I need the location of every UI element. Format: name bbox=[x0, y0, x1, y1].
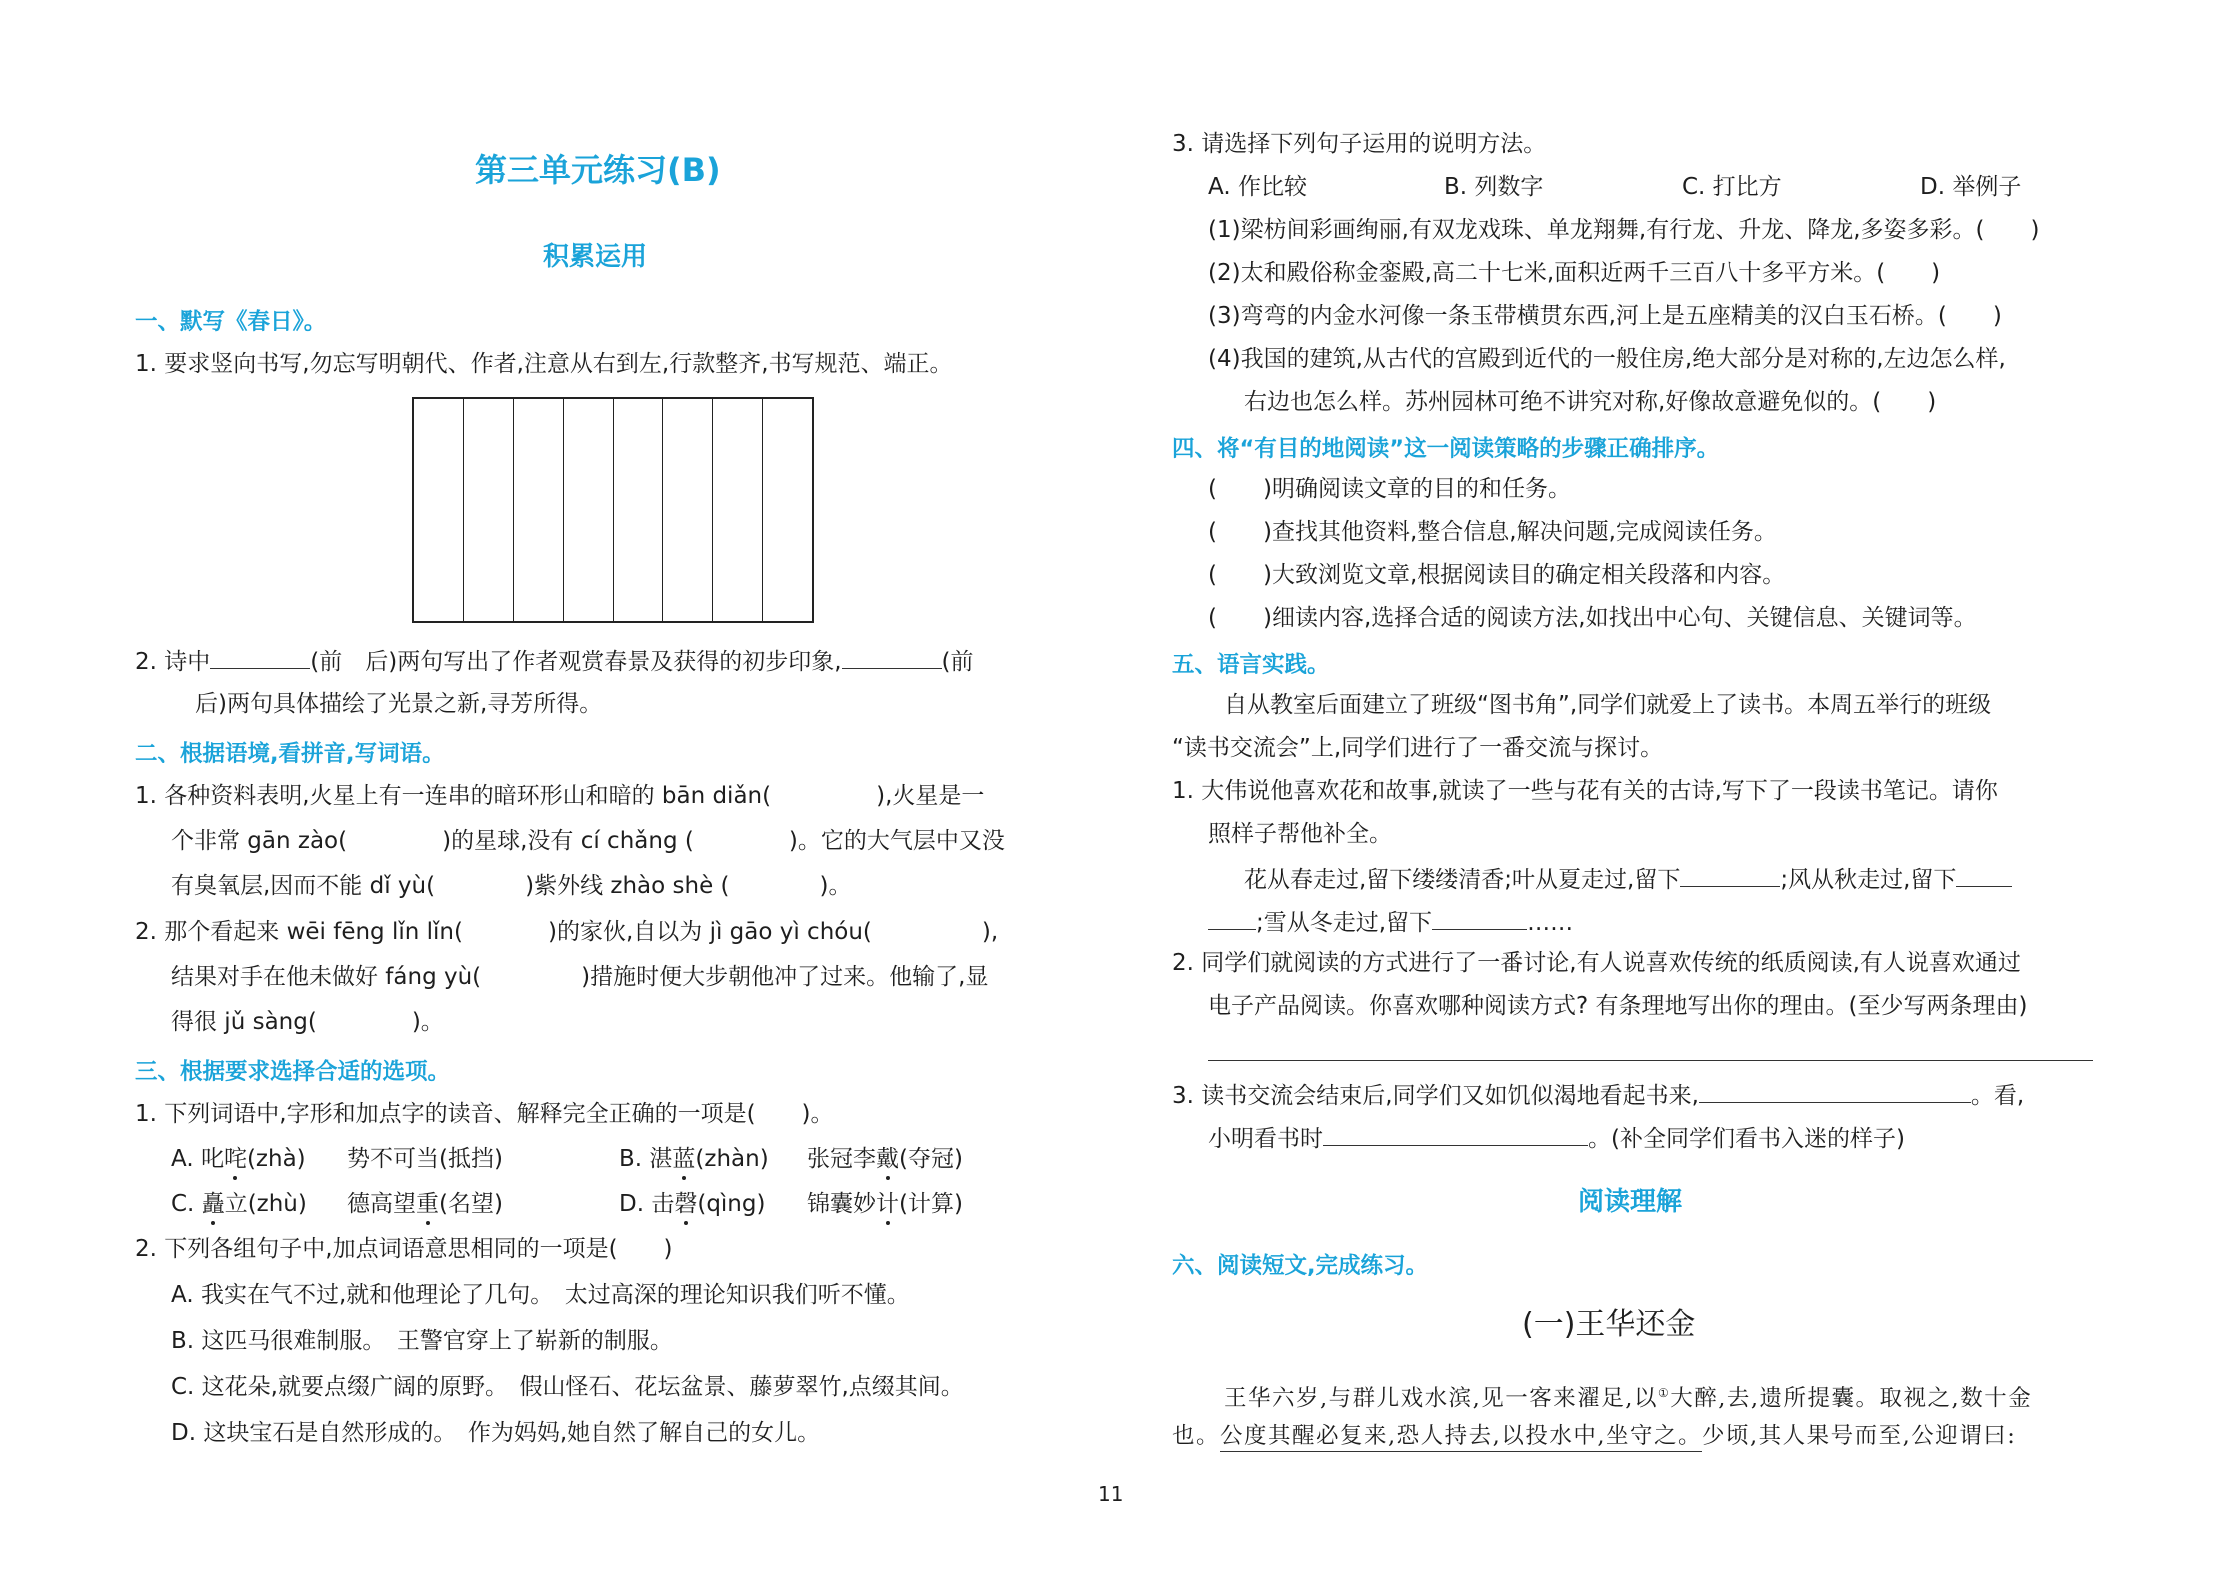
s1-q1: 1. 要求竖向书写,勿忘写明朝代、作者,注意从右到左,行款整齐,书写规范、端正。 bbox=[135, 351, 953, 377]
section-4-heading: 四、将“有目的地阅读”这一阅读策略的步骤正确排序。 bbox=[1172, 436, 1720, 462]
section-1-heading: 一、默写《春日》。 bbox=[135, 309, 327, 335]
s3-q1-option-d1[interactable]: D. 击磬(qìng) bbox=[619, 1191, 766, 1217]
story-paragraph-line2: 也。公度其醒必复来,恐人持去,以投水中,坐守之。少顷,其人果号而至,公迎谓曰: bbox=[1172, 1421, 2016, 1451]
page-title: 第三单元练习(B) bbox=[475, 151, 721, 189]
s3-q1-option-c2: 德高望重(名望) bbox=[347, 1191, 503, 1217]
s2-q2-line1: 2. 那个看起来 wēi fēng lǐn lǐn( )的家伙,自以为 jì gāo yì chóu( ), bbox=[135, 919, 999, 945]
answer-blank[interactable] bbox=[1956, 862, 2012, 887]
s4-item-3[interactable]: ( )大致浏览文章,根据阅读目的确定相关段落和内容。 bbox=[1208, 562, 1786, 588]
s3-q1-option-b1[interactable]: B. 湛蓝(zhàn) bbox=[619, 1146, 769, 1172]
s2-q2-line2: 结果对手在他未做好 fáng yù( )措施时便大步朝他冲了过来。他输了,显 bbox=[171, 964, 989, 990]
s1-q2-line1: 2. 诗中 (前 后)两句写出了作者观赏春景及获得的初步印象, (前 bbox=[135, 644, 974, 677]
section-5-heading: 五、语言实践。 bbox=[1172, 652, 1330, 678]
s3-q1-stem: 1. 下列词语中,字形和加点字的读音、解释完全正确的一项是( )。 bbox=[135, 1101, 834, 1127]
answer-blank[interactable] bbox=[1680, 862, 1780, 887]
story-paragraph-line1: 王华六岁,与群儿戏水滨,见一客来濯足,以①大醉,去,遗所提囊。取视之,数十金 bbox=[1224, 1385, 2033, 1412]
answer-blank[interactable] bbox=[1208, 905, 1256, 930]
s5-q2-answer-line[interactable] bbox=[1208, 1060, 2093, 1061]
s3-q1-option-a2: 势不可当(抵挡) bbox=[347, 1146, 503, 1172]
s3-q2-option-c[interactable]: C. 这花朵,就要点缀广阔的原野。 假山怪石、花坛盆景、藤萝翠竹,点缀其间。 bbox=[171, 1374, 964, 1400]
footnote-marker[interactable]: ① bbox=[1657, 1386, 1671, 1400]
answer-blank[interactable] bbox=[210, 644, 310, 669]
s3-q1-option-a1[interactable]: A. 叱咤(zhà) bbox=[171, 1146, 306, 1172]
s5-intro-line2: “读书交流会”上,同学们进行了一番交流与探讨。 bbox=[1172, 735, 1664, 761]
s3-q2-option-d[interactable]: D. 这块宝石是自然形成的。 作为妈妈,她自然了解自己的女儿。 bbox=[171, 1420, 821, 1446]
s3-q2-option-a[interactable]: A. 我实在气不过,就和他理论了几句。 太过高深的理论知识我们听不懂。 bbox=[171, 1282, 910, 1308]
q3-item-1: (1)梁枋间彩画绚丽,有双龙戏珠、单龙翔舞,有行龙、升龙、降龙,多姿多彩。( ) bbox=[1208, 217, 2040, 243]
s5-q1-line1: 1. 大伟说他喜欢花和故事,就读了一些与花有关的古诗,写下了一段读书笔记。请你 bbox=[1172, 778, 1998, 804]
q3-option-c[interactable]: C. 打比方 bbox=[1682, 174, 1782, 200]
q3-stem: 3. 请选择下列句子运用的说明方法。 bbox=[1172, 131, 1547, 157]
s4-item-1[interactable]: ( )明确阅读文章的目的和任务。 bbox=[1208, 476, 1571, 502]
s3-q2-option-b[interactable]: B. 这匹马很难制服。 王警官穿上了崭新的制服。 bbox=[171, 1328, 673, 1354]
s5-q3-line1: 3. 读书交流会结束后,同学们又如饥似渴地看起书来, 。看, bbox=[1172, 1078, 2024, 1111]
s3-q1-option-d2: 锦囊妙计(计算) bbox=[807, 1191, 963, 1217]
q3-option-d[interactable]: D. 举例子 bbox=[1920, 174, 2022, 200]
s2-q1-line2: 个非常 gān zào( )的星球,没有 cí chǎng ( )。它的大气层中又没 bbox=[171, 828, 1005, 854]
s5-q2-line2: 电子产品阅读。你喜欢哪种阅读方式? 有条理地写出你的理由。(至少写两条理由) bbox=[1208, 993, 2028, 1019]
s5-q3-line2: 小明看书时 。(补全同学们看书入迷的样子) bbox=[1208, 1121, 1905, 1154]
section-3-heading: 三、根据要求选择合适的选项。 bbox=[135, 1059, 451, 1085]
answer-blank[interactable] bbox=[1432, 905, 1527, 930]
section-subtitle-accumulation: 积累运用 bbox=[543, 242, 648, 272]
underlined-sentence: 公度其醒必复来,恐人持去,以投水中,坐守之。 bbox=[1220, 1423, 1702, 1452]
q3-item-3: (3)弯弯的内金水河像一条玉带横贯东西,河上是五座精美的汉白玉石桥。( ) bbox=[1208, 303, 2002, 329]
story-title: (一)王华还金 bbox=[1522, 1307, 1696, 1342]
q3-item-4-line2: 右边也怎么样。苏州园林可绝不讲究对称,好像故意避免似的。( ) bbox=[1244, 389, 1937, 415]
answer-blank[interactable] bbox=[842, 644, 942, 669]
s2-q2-line3: 得很 jǔ sàng( )。 bbox=[171, 1009, 444, 1035]
s5-intro-line1: 自从教室后面建立了班级“图书角”,同学们就爱上了读书。本周五举行的班级 bbox=[1224, 692, 1992, 718]
s3-q1-option-c1[interactable]: C. 矗立(zhù) bbox=[171, 1191, 307, 1217]
s2-q1-line3: 有臭氧层,因而不能 dǐ yù( )紫外线 zhào shè ( )。 bbox=[171, 873, 852, 899]
vertical-writing-grid[interactable] bbox=[412, 397, 814, 623]
page-number: 11 bbox=[1098, 1482, 1124, 1506]
s4-item-4[interactable]: ( )细读内容,选择合适的阅读方法,如找出中心句、关键信息、关键词等。 bbox=[1208, 605, 1977, 631]
q3-item-2: (2)太和殿俗称金銮殿,高二十七米,面积近两千三百八十多平方米。( ) bbox=[1208, 260, 1941, 286]
s3-q2-stem: 2. 下列各组句子中,加点词语意思相同的一项是( ) bbox=[135, 1236, 673, 1262]
section-6-heading: 六、阅读短文,完成练习。 bbox=[1172, 1253, 1429, 1279]
answer-blank[interactable] bbox=[1323, 1121, 1588, 1146]
s5-q2-line1: 2. 同学们就阅读的方式进行了一番讨论,有人说喜欢传统的纸质阅读,有人说喜欢通过 bbox=[1172, 950, 2021, 976]
s3-q1-option-b2: 张冠李戴(夺冠) bbox=[807, 1146, 963, 1172]
s4-item-2[interactable]: ( )查找其他资料,整合信息,解决问题,完成阅读任务。 bbox=[1208, 519, 1777, 545]
s5-q1-line3: 花从春走过,留下缕缕清香;叶从夏走过,留下 ;风从秋走过,留下 bbox=[1244, 862, 2012, 895]
section-subtitle-reading: 阅读理解 bbox=[1578, 1187, 1683, 1217]
q3-option-b[interactable]: B. 列数字 bbox=[1444, 174, 1544, 200]
s5-q1-line4: ;雪从冬走过,留下 …… bbox=[1208, 905, 1573, 938]
s1-q2-line2: 后)两句具体描绘了光景之新,寻芳所得。 bbox=[195, 691, 603, 717]
s5-q1-line2: 照样子帮他补全。 bbox=[1208, 821, 1392, 847]
section-2-heading: 二、根据语境,看拼音,写词语。 bbox=[135, 741, 445, 767]
answer-blank[interactable] bbox=[1699, 1078, 1971, 1103]
s2-q1-line1: 1. 各种资料表明,火星上有一连串的暗环形山和暗的 bān diǎn( ),火星是一 bbox=[135, 783, 985, 809]
q3-item-4-line1: (4)我国的建筑,从古代的宫殿到近代的一般住房,绝大部分是对称的,左边怎么样, bbox=[1208, 346, 2006, 372]
q3-option-a[interactable]: A. 作比较 bbox=[1208, 174, 1307, 200]
